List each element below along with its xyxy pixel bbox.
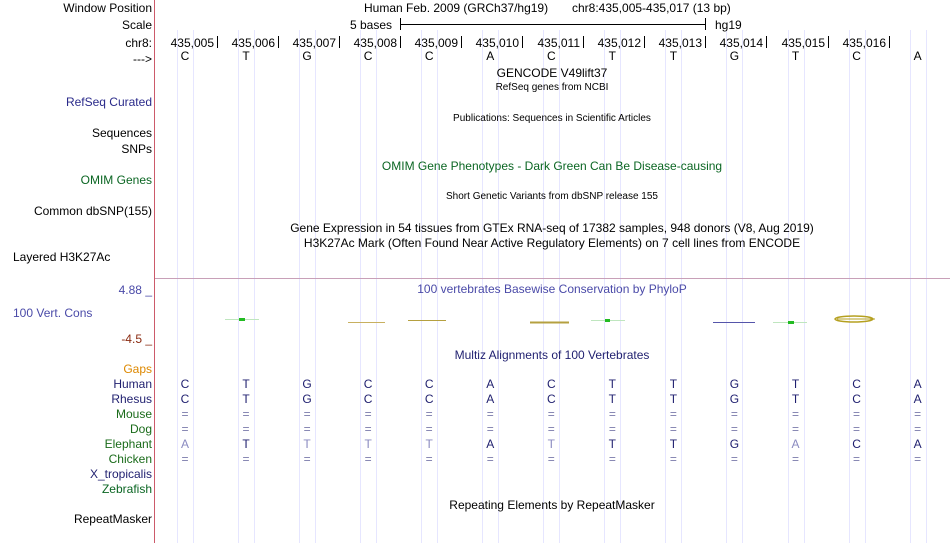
alignment-base-elephant: G	[729, 437, 740, 451]
alignment-base-chicken: =	[181, 452, 189, 466]
track-labels-panel	[0, 0, 154, 543]
alignment-base-mouse: =	[914, 407, 922, 421]
ruler-coordinate: 435,010	[475, 36, 519, 50]
alignment-base-chicken: =	[303, 452, 311, 466]
alignment-base-mouse: =	[364, 407, 372, 421]
species-label-elephant: Elephant	[104, 437, 152, 451]
phylop-mark	[239, 318, 245, 321]
alignment-base-rhesus: C	[546, 392, 556, 406]
alignment-base-mouse: =	[791, 407, 799, 421]
alignment-base-chicken: =	[242, 452, 250, 466]
ruler-coordinate: 435,016	[842, 36, 886, 50]
alignment-base-dog: =	[486, 422, 494, 436]
alignment-base-mouse: =	[242, 407, 250, 421]
alignment-base-human: A	[913, 377, 922, 391]
alignment-base-dog: =	[914, 422, 922, 436]
base-letter: G	[729, 49, 740, 63]
alignment-base-chicken: =	[791, 452, 799, 466]
alignment-base-dog: =	[181, 422, 189, 436]
alignment-base-human: C	[546, 377, 556, 391]
alignment-base-human: C	[852, 377, 861, 391]
alignment-base-rhesus: G	[302, 392, 312, 406]
scale-bar-label: 5 bases	[350, 18, 393, 32]
species-label-zebrafish: Zebrafish	[101, 482, 152, 496]
alignment-base-elephant: T	[669, 437, 678, 451]
ruler-coordinate: 435,005	[170, 36, 214, 50]
window-position-label: Window Position	[63, 1, 152, 15]
species-label-rhesus: Rhesus	[111, 392, 152, 406]
omim-track-title[interactable]: OMIM Gene Phenotypes - Dark Green Can Be Disease-causing	[381, 159, 723, 173]
base-letter: T	[608, 49, 617, 63]
multiz-track-title[interactable]: Multiz Alignments of 100 Vertebrates	[454, 348, 650, 362]
alignment-base-elephant: A	[913, 437, 922, 451]
species-label-mouse: Mouse	[115, 407, 152, 421]
species-label-x-tropicalis: X_tropicalis	[89, 467, 152, 481]
track-label-sequences[interactable]: Sequences	[91, 126, 152, 140]
alignment-base-elephant: T	[425, 437, 433, 451]
track-label-gaps[interactable]: Gaps	[123, 362, 152, 376]
track-label-dbsnp[interactable]: Common dbSNP(155)	[33, 204, 152, 218]
alignment-base-human: T	[669, 377, 678, 391]
alignment-base-rhesus: C	[363, 392, 373, 406]
chrom-label: chr8:	[125, 36, 152, 50]
gencode-track-title[interactable]: GENCODE V49lift37	[496, 66, 608, 80]
conservation-ymin: -4.5 _	[121, 332, 152, 346]
ruler-coordinate: 435,007	[292, 36, 336, 50]
base-letter: C	[546, 49, 556, 63]
alignment-base-rhesus: C	[180, 392, 190, 406]
species-label-dog: Dog	[129, 422, 152, 436]
alignment-base-dog: =	[853, 422, 861, 436]
ruler-coordinate: 435,012	[597, 36, 641, 50]
gtex-track-title[interactable]: Gene Expression in 54 tissues from GTEx RNA-seq of 17382 samples, 948 donors (V8, Aug 2019)	[290, 221, 814, 235]
species-label-human: Human	[113, 377, 152, 391]
alignment-base-mouse: =	[608, 407, 616, 421]
base-letter: T	[791, 49, 800, 63]
alignment-base-rhesus: T	[669, 392, 678, 406]
alignment-base-dog: =	[425, 422, 433, 436]
track-label-cons[interactable]: 100 Vert. Cons	[13, 306, 93, 320]
ruler-tick	[766, 36, 767, 48]
alignment-base-dog: =	[364, 422, 372, 436]
phylop-mark	[605, 319, 610, 322]
scale-bar	[400, 18, 706, 32]
ruler-coordinate: 435,011	[537, 36, 580, 50]
alignment-base-dog: =	[791, 422, 799, 436]
alignment-base-elephant: T	[242, 437, 250, 451]
alignment-base-dog: =	[547, 422, 555, 436]
base-letter: T	[242, 49, 250, 63]
base-letter: A	[913, 49, 922, 63]
alignment-base-human: A	[486, 377, 495, 391]
base-letter: C	[363, 49, 373, 63]
alignment-base-rhesus: A	[486, 392, 495, 406]
alignment-base-mouse: =	[303, 407, 311, 421]
alignment-base-elephant: A	[486, 437, 495, 451]
base-letter: T	[669, 49, 678, 63]
alignment-base-chicken: =	[669, 452, 677, 466]
alignment-base-elephant: T	[608, 437, 617, 451]
alignment-base-human: T	[791, 377, 800, 391]
alignment-base-rhesus: T	[608, 392, 617, 406]
ruler-tick	[889, 36, 890, 48]
alignment-base-mouse: =	[730, 407, 738, 421]
alignment-base-rhesus: C	[424, 392, 434, 406]
base-letter: C	[852, 49, 861, 63]
alignment-base-dog: =	[669, 422, 677, 436]
alignment-base-elephant: A	[180, 437, 189, 451]
base-letter: A	[486, 49, 495, 63]
alignment-base-dog: =	[730, 422, 738, 436]
alignment-base-chicken: =	[547, 452, 555, 466]
dbsnp-track-title[interactable]: Short Genetic Variants from dbSNP release 155	[446, 191, 658, 202]
scale-label: Scale	[121, 18, 152, 32]
alignment-base-mouse: =	[853, 407, 861, 421]
strand-arrow-label[interactable]: --->	[133, 52, 152, 66]
species-label-chicken: Chicken	[108, 452, 152, 466]
position-readout: chr8:435,005-435,017 (13 bp)	[572, 1, 731, 15]
database-label: hg19	[715, 18, 742, 32]
ruler-coordinate: 435,009	[414, 36, 458, 50]
assembly-title: Human Feb. 2009 (GRCh37/hg19)	[364, 1, 549, 15]
alignment-base-human: G	[729, 377, 740, 391]
base-letter: G	[302, 49, 312, 63]
alignment-base-elephant: T	[303, 437, 311, 451]
h3k27ac-track-title[interactable]: H3K27Ac Mark (Often Found Near Active Regulatory Elements) on 7 cell lines from ENCODE	[303, 236, 801, 250]
alignment-base-rhesus: T	[791, 392, 800, 406]
alignment-base-mouse: =	[669, 407, 677, 421]
alignment-base-human: T	[242, 377, 250, 391]
alignment-base-human: C	[424, 377, 434, 391]
alignment-base-rhesus: A	[913, 392, 922, 406]
ruler-coordinate: 435,006	[231, 36, 275, 50]
ruler-coordinate: 435,015	[781, 36, 825, 50]
alignment-base-mouse: =	[181, 407, 189, 421]
alignment-base-mouse: =	[425, 407, 433, 421]
alignment-base-chicken: =	[914, 452, 922, 466]
ruler-coordinate: 435,014	[719, 36, 763, 50]
alignment-base-human: C	[363, 377, 373, 391]
alignment-base-mouse: =	[486, 407, 494, 421]
ruler-coordinate: 435,008	[353, 36, 397, 50]
alignment-base-human: C	[180, 377, 190, 391]
alignment-base-chicken: =	[364, 452, 372, 466]
alignment-base-human: G	[302, 377, 312, 391]
ruler-coordinate: 435,013	[658, 36, 702, 50]
browser-track-image[interactable]	[155, 0, 950, 543]
track-label-omim[interactable]: OMIM Genes	[80, 173, 152, 187]
alignment-base-chicken: =	[853, 452, 861, 466]
alignment-base-elephant: T	[547, 437, 555, 451]
alignment-base-chicken: =	[608, 452, 616, 466]
repeatmasker-track-title[interactable]: Repeating Elements by RepeatMasker	[449, 498, 655, 512]
base-letter: C	[424, 49, 434, 63]
alignment-base-mouse: =	[547, 407, 555, 421]
track-label-snps[interactable]: SNPs	[121, 142, 152, 156]
alignment-base-chicken: =	[425, 452, 433, 466]
alignment-base-chicken: =	[730, 452, 738, 466]
track-label-repeatmasker[interactable]: RepeatMasker	[73, 512, 152, 526]
alignment-base-dog: =	[608, 422, 616, 436]
phylop-track-title[interactable]: 100 vertebrates Basewise Conservation by PhyloP	[417, 282, 687, 296]
conservation-ymax: 4.88 _	[118, 283, 152, 297]
refseq-track-title[interactable]: RefSeq genes from NCBI	[495, 82, 609, 93]
alignment-base-human: T	[608, 377, 617, 391]
alignment-base-elephant: A	[791, 437, 800, 451]
alignment-base-rhesus: C	[852, 392, 861, 406]
publications-track-title[interactable]: Publications: Sequences in Scientific Articles	[453, 113, 651, 124]
base-letter: C	[180, 49, 190, 63]
alignment-base-rhesus: T	[242, 392, 250, 406]
alignment-base-dog: =	[303, 422, 311, 436]
phylop-conservation-plot	[155, 300, 950, 340]
track-label-h3k27ac[interactable]: Layered H3K27Ac	[13, 250, 111, 264]
alignment-base-chicken: =	[486, 452, 494, 466]
alignment-base-rhesus: G	[729, 392, 740, 406]
alignment-base-elephant: T	[364, 437, 372, 451]
track-section-separator	[155, 278, 950, 279]
alignment-base-elephant: C	[852, 437, 861, 451]
track-label-refseq[interactable]: RefSeq Curated	[65, 95, 152, 109]
phylop-mark	[788, 321, 794, 324]
alignment-base-dog: =	[242, 422, 250, 436]
